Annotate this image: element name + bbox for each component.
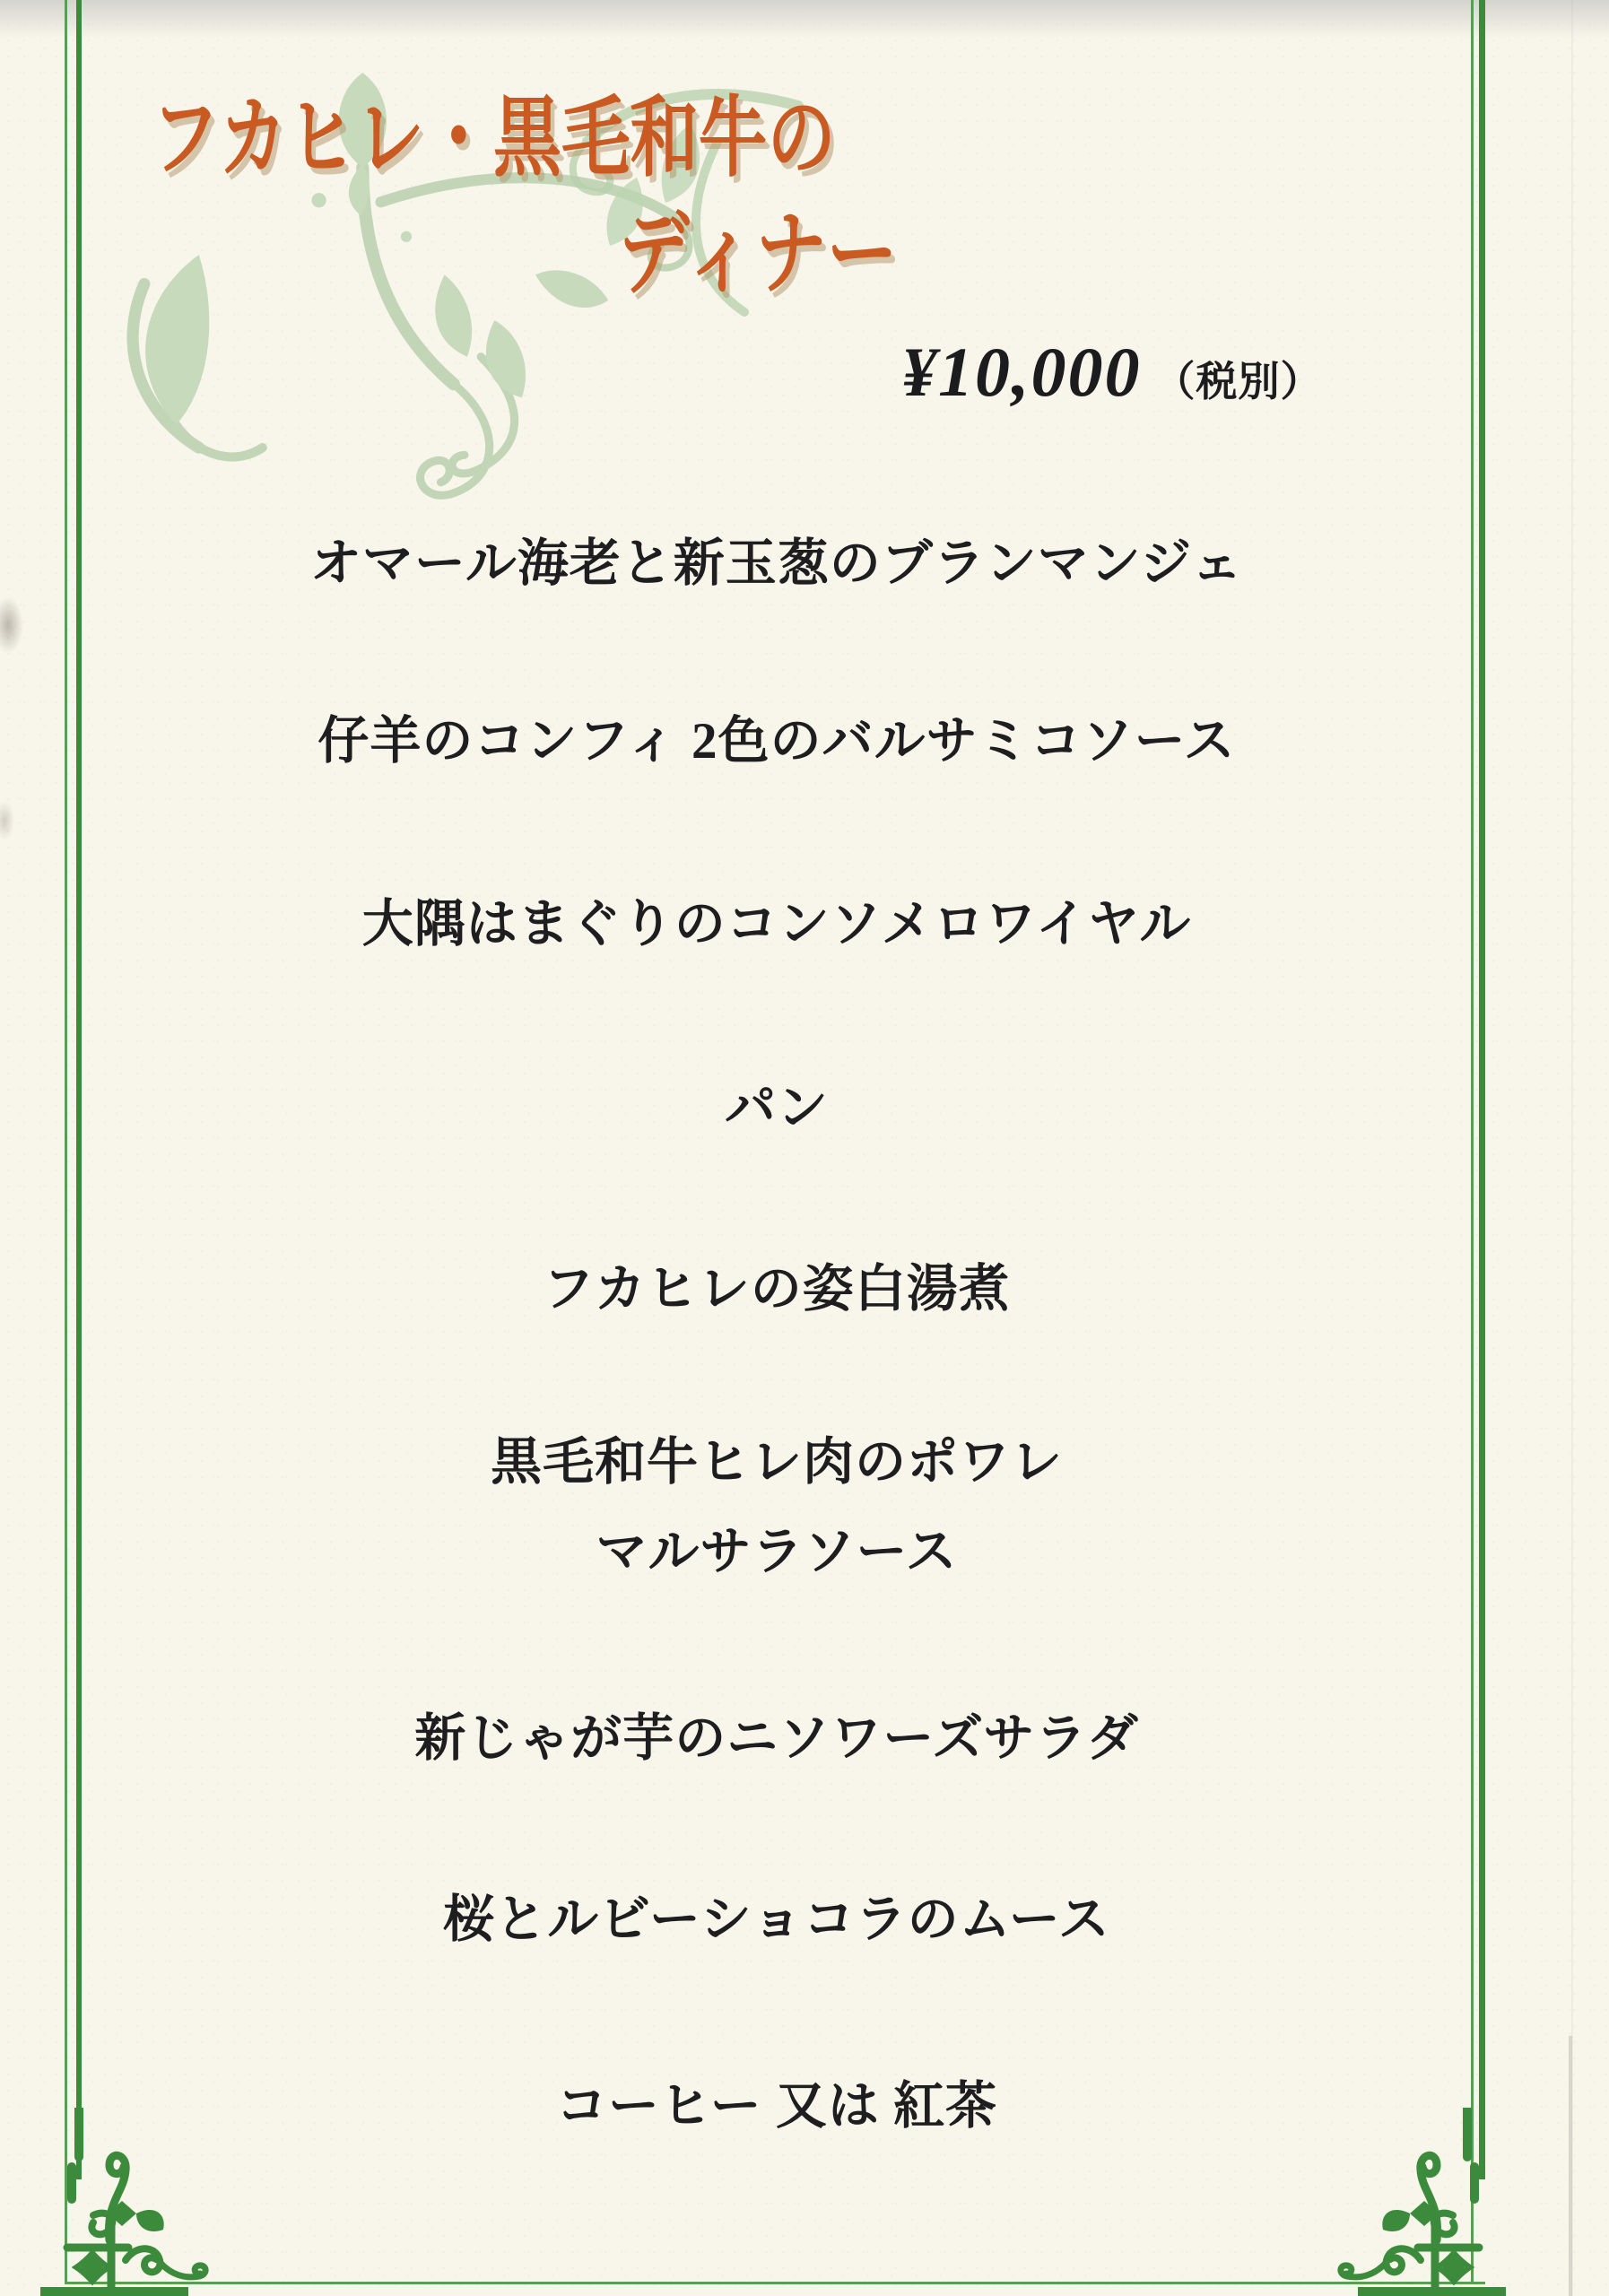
scan-edge-top	[0, 0, 1609, 43]
course-item: コーヒー 又は 紅茶	[555, 2078, 998, 2135]
course-item: オマール海老と新玉葱のブランマンジェ	[309, 535, 1244, 592]
price-row	[901, 334, 1323, 411]
price-amount: ¥10,000	[901, 333, 1142, 411]
menu-title-line1: フカヒレ・黒毛和牛の	[151, 91, 836, 187]
scan-smudge	[0, 801, 14, 840]
corner-ornament-right-icon	[1322, 2108, 1510, 2296]
course-item: 黒毛和牛ヒレ肉のポワレ	[491, 1434, 1063, 1491]
course-item: 大隅はまぐりのコンソメロワイヤル	[361, 896, 1192, 952]
menu-title-line2: ディナー	[618, 204, 898, 306]
price-tax-note: （税別）	[1153, 359, 1323, 404]
course-item: 新じゃが芋のニソワーズサラダ	[414, 1710, 1139, 1767]
course-item: 桜とルビーショコラのムース	[443, 1892, 1110, 1948]
corner-ornament-left-icon	[36, 2108, 224, 2296]
scan-edge-right	[1569, 2036, 1572, 2296]
frame-line-right-outer	[1479, 0, 1485, 2179]
course-item: フカヒレの姿白湯煮	[543, 1261, 1011, 1318]
scan-edge-right-faint	[1571, 0, 1573, 2296]
course-item-subline: マルサラソース	[596, 1524, 958, 1580]
scan-smudge	[0, 596, 23, 654]
frame-line-bottom	[65, 2282, 1485, 2284]
frame-line-left-outer	[65, 0, 67, 2284]
course-item: 仔羊のコンフィ 2色のバルサミコソース	[317, 713, 1236, 770]
course-item: パン	[725, 1080, 829, 1136]
